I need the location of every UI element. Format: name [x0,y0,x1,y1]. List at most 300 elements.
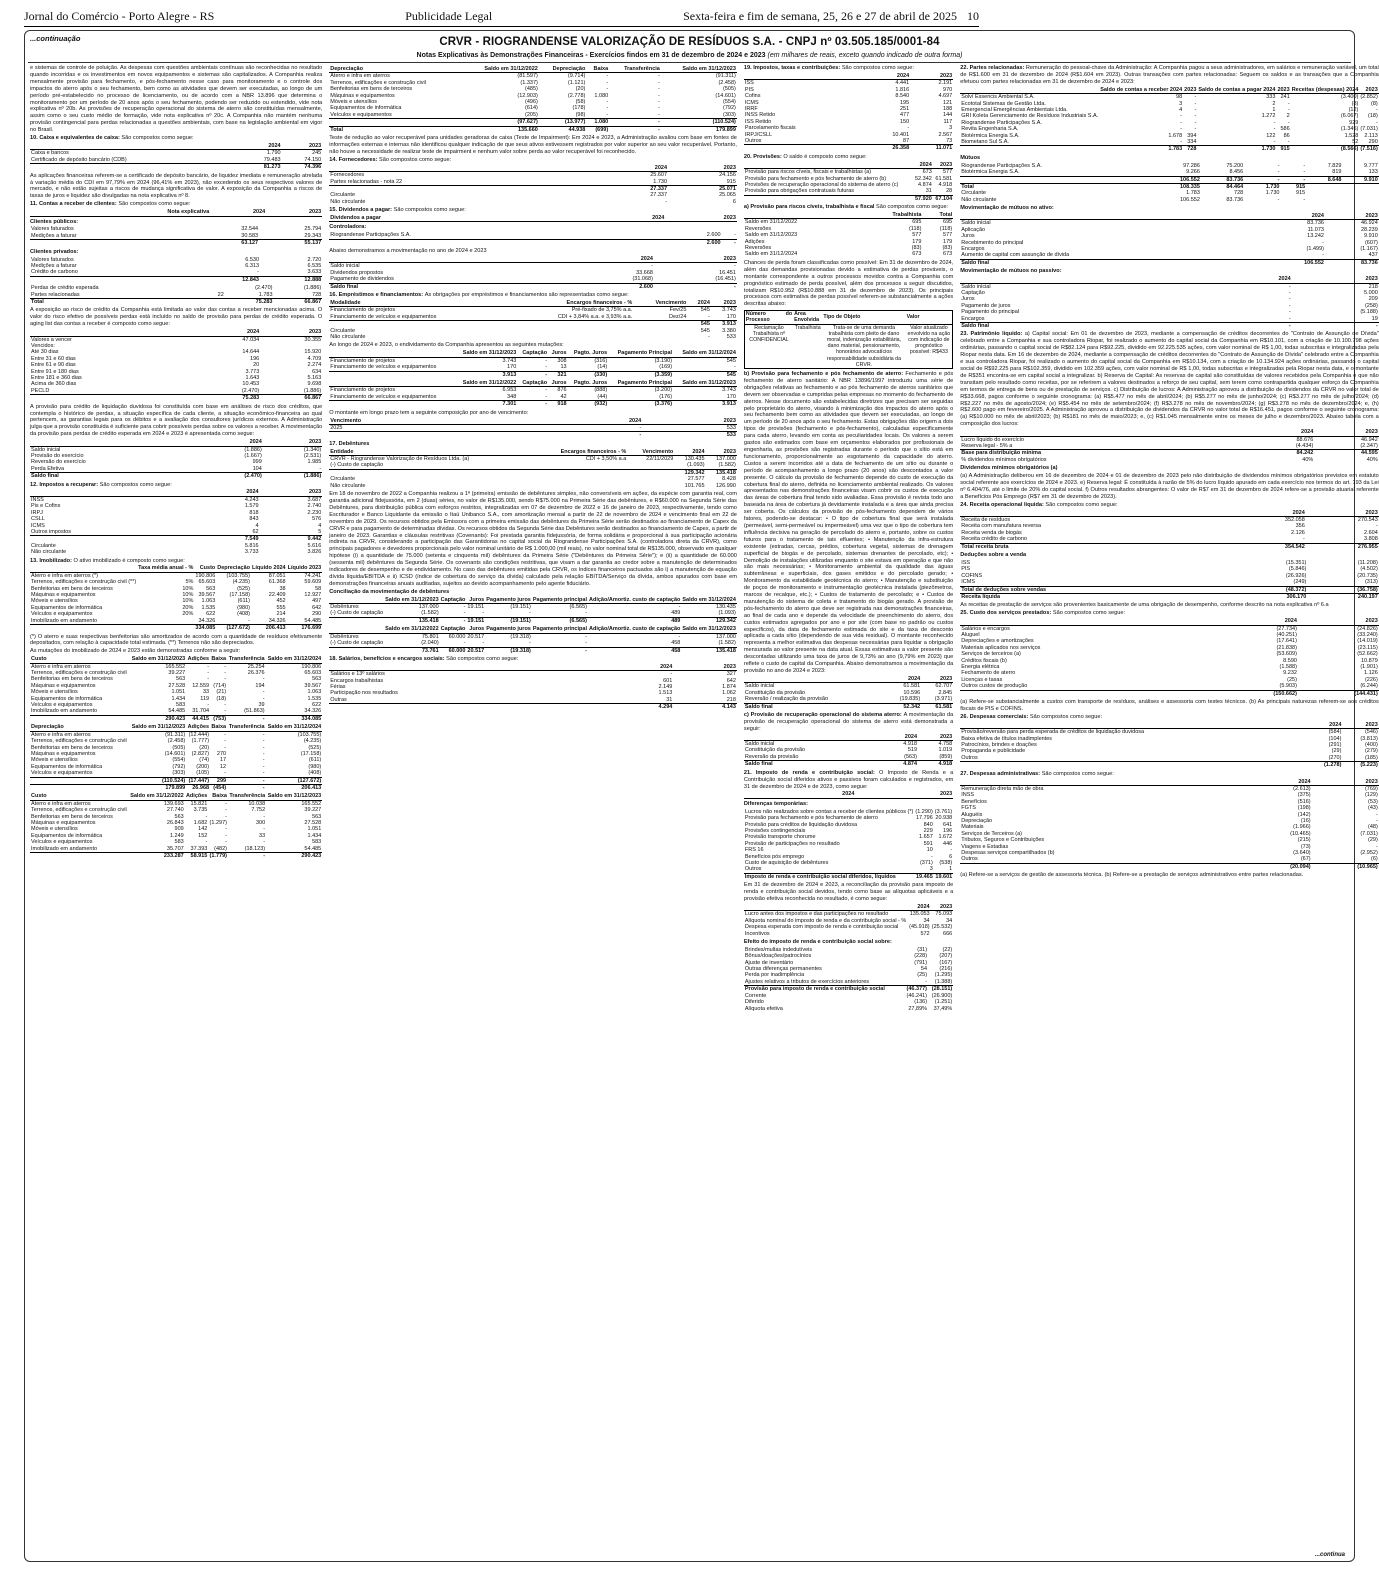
note-paragraph [960,65,1379,86]
table-cell: 62.707 [935,683,953,690]
financial-table [744,73,953,152]
table-cell: (110.524) [661,119,737,126]
table-cell: Lucros não realizados sobre contas a receber de clientes públicos (*) [744,808,914,815]
table-total-row [329,432,737,439]
table-cell: Materiais aplicados nos serviços [961,644,1041,651]
table-cell [960,762,1306,769]
table-row [30,233,322,240]
table-cell: Bônus/doações/patrocínios [744,953,812,960]
table-cell: 7.829 [1327,162,1342,169]
table-cell: 165.552 [301,800,322,807]
table-cell: 47.034 [242,336,260,343]
table-cell [329,119,463,126]
table-header-cell: Captação [440,596,466,603]
table-header-cell: 2023 [266,209,322,216]
table-row [329,364,737,371]
table-cell: 5.816 [244,542,259,549]
table-cell: Total [30,299,204,306]
financial-table [960,276,1379,329]
table-cell: 137.000 [418,604,439,611]
table-header-cell: 2024 [1233,510,1306,517]
table-header-cell: Saldo em 31/12/2024 [266,724,323,731]
table-row [329,483,737,489]
table-cell: (129) [1364,792,1378,799]
financial-table [30,656,322,722]
table-cell: 16.451 [719,269,736,276]
financial-table [30,565,322,631]
table-cell: Partes relacionadas - nota 22 [330,178,403,185]
table-cell [189,233,196,240]
note-text: Teste de redução ao valor recuperável para unidades geradoras de caixa (Teste de Impairment): Em 2024 e 2023, a Administração avaliou com base em fontes de informações externas e internas não identificou qualquer indicação de que seus ativos estivessem registrados por valor superior ao seu valor recuperável. Portanto, não houve a necessidade de realizar teste de impairment e nenhum valor sobre perda ao valor recuperável foi reconhecido. [329,135,737,155]
table-cell: (1.167) [1360,246,1378,253]
table-cell: 24.156 [719,172,736,179]
table-cell: Entre 61 e 90 dias [31,362,76,369]
table-cell: Partes relacionadas [31,291,80,298]
table-cell: INSS [961,792,975,799]
table-cell: - [224,663,227,670]
table-cell: - [224,731,227,738]
table-header-row [329,256,737,263]
table-cell: Veículos e equipamentos [31,770,93,777]
table-cell [137,572,194,579]
table-cell: 34 [923,917,930,924]
table-cell: 179.899 [661,126,737,133]
table-cell: - [1273,138,1276,145]
table-cell: Provisão para fechamento e pós fechamento de aterro (b) [744,175,887,182]
table-cell [329,617,384,624]
note-paragraph [30,558,322,565]
financial-table [30,329,322,401]
table-cell: (505) [172,744,186,751]
table-cell: Remuneração direta mão de obra [961,785,1044,792]
table-row [30,336,322,343]
table-cell: 31.704 [192,708,210,715]
table-cell: - [262,744,265,751]
table-cell: - [1375,523,1378,530]
table-cell: 130.435 [684,456,705,463]
table-cell: 563 [312,813,322,820]
table-cell: 22 [217,291,224,298]
table-cell: Caixa e bancos [31,150,69,157]
section-name: Publicidade Legal [405,9,493,23]
table-cell: Financiamento de projetos [330,387,396,394]
table-cell: 695 [943,219,953,226]
table-cell: 3.773 [245,368,260,375]
table-total-row [30,473,322,480]
table-cell: Dividendos propostos [330,269,384,276]
table-cell: (554) [723,99,736,106]
table-cell: 4 [255,522,259,529]
table-cell: Perda Efetiva [31,465,65,472]
table-cell: (25.532) [931,924,953,931]
table-header-cell: 2023 [711,300,737,307]
table-header-cell: Modalidade [329,300,507,307]
table-cell: 142 [198,826,208,833]
table-cell: 106.552 [1151,176,1201,183]
table-cell [30,276,191,283]
table-cell: (16) [1300,817,1311,824]
table-cell: - [1277,162,1280,169]
table-cell: Saldo inicial [330,263,360,270]
table-cell: 33.668 [636,269,653,276]
table-header-cell: 2024 [908,904,931,911]
table-cell: 74.150 [304,156,322,163]
table-cell: - [1273,119,1276,126]
table-header-cell: 2023 [1312,779,1379,786]
table-cell: 14.644 [242,349,260,356]
table-cell: (198) [1297,805,1311,812]
table-cell: (40.251) [1276,632,1297,638]
table-cell: 19.151 [467,617,485,624]
table-cell [960,690,1217,697]
table-cell [30,777,130,784]
financial-table [329,256,737,290]
table-cell: - [545,387,548,394]
table-cell: Recebimento do principal [961,239,1024,246]
table-cell: 545 [700,327,710,334]
table-cell: 31 [666,696,673,703]
table-cell: INSS [31,496,44,503]
table-row [30,663,322,670]
table-cell: PECLD [31,387,50,394]
table-cell: (1.582) [421,610,439,617]
table-cell [191,269,198,276]
table-cell: 1.051 [307,826,322,833]
table-cell: (18) [216,695,227,702]
table-cell [30,395,198,402]
table-cell: 3.913 [454,371,518,378]
table-total-row [30,299,322,306]
table-cell: 33 [259,832,266,839]
table-cell: Adições [744,238,765,245]
table-cell: (103.755) [226,572,250,579]
table-cell: (249) [1293,579,1307,586]
table-cell [30,625,137,632]
table-cell: 3.743 [722,307,736,314]
table-cell: (3.200) [654,387,673,394]
table-cell: (105) [196,770,210,777]
note-paragraph [744,204,953,211]
table-cell: 61.581 [935,175,953,182]
table-cell: 728 [1234,190,1244,197]
note-heading: 15. Dividendos a pagar: [329,207,394,214]
table-label: Controladora: [329,224,367,231]
table-row [744,683,953,690]
table-cell: 34.326 [304,708,322,715]
table-cell: 46.942 [1360,436,1378,443]
table-cell: Até 30 dias [31,349,59,356]
table-cell: (554) [172,757,186,764]
table-cell: Aterro e infra em aterros [31,663,91,670]
table-header-cell: 2024 [866,73,910,80]
table-cell: Debêntures [330,604,359,611]
financial-table [329,350,737,378]
table-cell [30,784,130,791]
table-header-cell: 2024 [1306,722,1342,729]
table-cell: (8) [1371,100,1378,107]
table-cell: 54.485 [168,708,186,715]
table-header-row [329,300,737,307]
table-row [329,112,737,119]
table-cell: - [654,283,737,290]
note-paragraph [744,770,953,791]
table-cell: - [1244,176,1280,183]
table-header-row [745,311,952,324]
table-cell: 334.085 [266,715,323,722]
table-cell: 458 [671,640,681,647]
table-cell: (1.345) [1340,126,1359,133]
table-cell: - [1288,296,1291,303]
table-cell: Benefícios pós emprego [744,853,805,860]
table-cell: 83.736 [1325,259,1379,266]
note-text: As mutações do imobilizado de 2024 e 2023 estão demonstradas conforme a seguir: [30,648,241,655]
table-header-cell [960,276,1228,283]
table-cell: 3 [929,866,933,873]
table-cell: 1.657 [919,834,933,841]
table-cell: 10.879 [1360,657,1378,664]
table-cell: 83.736 [1307,220,1324,227]
table-cell: (127.672) [216,625,251,632]
table-cell: FGTS [961,805,976,812]
table-cell: - [585,633,587,640]
table-cell: Biotérmica Energia S.A. [961,132,1020,139]
table-cell: (607) [1364,239,1378,246]
table-header-row [960,779,1379,786]
table-cell: 39.227 [304,807,322,814]
table-cell: 26.358 [866,145,910,152]
table-cell: Não circulante [961,196,997,203]
table-total-row [329,647,737,654]
table-cell: (11.208) [1357,559,1378,566]
table-row [745,324,952,368]
table-cell [329,371,453,378]
table-cell: Imobilizado em andamento [31,617,98,624]
table-cell: (279) [1364,748,1378,755]
table-cell: 144 [943,112,953,119]
table-cell: (36.758) [1307,586,1378,593]
table-cell: Circulante [330,476,356,483]
table-cell: (200) [196,763,210,770]
table-header-cell: Vencimento [627,449,674,456]
table-header-cell: 2023 [1359,87,1378,94]
note-text: São compostos como segue: [1045,501,1118,508]
table-cell: Despesas serviços compartilhados (b) [961,850,1055,856]
continues-label: ...continua [1315,1552,1345,1558]
table-cell: (7.031) [1360,830,1378,837]
note-paragraph [744,65,953,72]
table-total-row [960,586,1379,593]
table-cell: 1.126 [1364,670,1378,677]
table-cell: 179.899 [130,784,187,791]
table-cell: (19.151) [485,617,532,624]
table-cell: 37.393 [190,845,208,852]
table-cell: 37,49% [933,1005,953,1012]
table-row [744,251,953,257]
table-header-cell: 2023 [668,165,737,172]
table-cell: (3.971) [934,696,953,703]
table-cell: 12.559 [192,682,210,689]
table-cell: (5.223) [1342,762,1378,769]
table-cell: 245 [312,150,322,157]
note-text: (a) A Administração deliberou em 16 de dezembro de 2024 e 01 de dezembro de 2023 pelo não distribuição de dividendos mínimos obrigatórios previstos em estatuto social referente aos exercícios de 2024 e 2023. e) Reserva legal: É constituída à razão de 5% do lucro líquido apurado em cada exercício nos termos do art. 193 da Lei nº 6.404/76, até o limite de 20% do capital social. f) Outros resultados abrangentes: O valor de R$7 em 31 de dezembro de 2024 refere-se a provisão atuarial referente a Benefícios Pós Emprego (R$7 em 31 de dezembro de 2023). [960,473,1379,500]
table-cell: Circulante [330,327,356,334]
table-cell: - [1180,126,1183,133]
table-header-cell: 2024 [883,734,918,741]
table-header-cell: Total [922,212,953,219]
table-cell: 1.535 [307,695,322,702]
table-cell: - [440,617,467,624]
table-header-cell: Encargos financeiros - % [507,300,633,307]
note-paragraph [960,714,1379,721]
table-cell: - [517,401,548,408]
table-cell: 10.453 [242,381,260,388]
table-cell: 67.104 [933,195,953,202]
table-cell: Saldo inicial [744,683,775,690]
table-cell: 563 [312,676,322,683]
table-cell: (73) [1300,843,1311,850]
table-cell: 20 [253,362,260,369]
note-heading: b) Provisão para fechamento e pós fechamento de aterro: [743,371,906,378]
table-cell: Perdas de crédito esperada [31,285,99,292]
table-cell: (23.115) [1357,644,1378,651]
subtitle-text: Notas Explicativas às Demonstrações Financeiras - Exercícios findos em 31 de dezembro de 2024 e 2023 [416,52,766,59]
table-cell: Outras [330,696,347,703]
table-cell: 137.000 [716,456,736,463]
note-paragraph [744,712,953,733]
table-cell: (31) [917,946,928,953]
table-cell: 130.435 [716,604,736,611]
table-header-cell: Líquido 2024 [252,565,286,572]
financial-table [744,162,953,202]
table-cell: (3.359) [608,371,673,378]
table-cell: 918 [548,401,568,408]
table-cell [633,334,687,340]
table-cell: - [1287,138,1290,145]
table-cell: (538) [939,859,953,866]
table-cell: 2.740 [307,503,322,510]
table-cell: 876 [557,387,567,394]
table-cell: 5.616 [307,542,322,549]
table-cell: 3.380 [722,327,736,334]
note-paragraph [329,248,737,255]
table-cell: 25.607 [650,172,668,179]
table-cell: 106.552 [1180,196,1200,203]
table-cell: - [205,813,208,820]
table-cell: 176.699 [287,625,323,632]
table-cell: 1.080 [594,92,609,99]
note-text: Remuneração do pessoal-chave da Administração: A Companhia pagou a seus administradores, em salários e remuneração variável, um total de R$1.600 em 31 de dezembro de 2024 (R$1.604 em 2023). Outras transações com partes relacionadas: Seguem os saldos e as transações que a Companhia efetuou com partes relacionadas em 31 de dezembro de 2024 e 2023: [960,65,1379,85]
table-cell: 2 [1272,100,1276,107]
table-cell: (14.019) [1357,638,1378,645]
table-cell: Baixa efetiva de títulos inadimplentes [961,735,1053,742]
table-cell: - [678,604,681,611]
table-cell: Veículos e equipamentos [330,111,392,118]
table-cell: - [658,92,660,99]
table-cell [507,334,633,340]
table-cell [329,401,453,408]
table-cell: Imobilizado em andamento [31,845,98,852]
table-cell: (316) [594,357,608,364]
table-row [329,179,737,186]
table-cell: (2.852) [1360,94,1378,101]
table-cell: - [678,633,681,640]
table-cell: Máquinas e equipamentos [31,819,96,826]
table-header-cell: Adição/Amortiz. custo de captação [588,596,681,603]
table-cell: Saldo final [329,283,571,290]
note-heading: 25. Custo dos serviços prestados: [960,610,1053,617]
table-cell: 1.063 [201,598,216,605]
table-cell [30,164,241,171]
table-cell: 19.601 [935,873,953,880]
table-row [30,549,322,555]
table-row [744,931,953,937]
table-cell: Entre 31 e 60 dias [31,355,76,362]
note-text: (a) Refere-se a serviços de gestão de assessoria técnica. (b) Refere-se a prestação de serviços administrativos entre partes relacionadas. [960,872,1304,879]
table-cell: 1.730 [653,178,668,185]
table-cell: 196 [250,355,260,362]
table-cell: 1.434 [307,832,322,839]
table-row [30,292,322,299]
table-cell: Ajuste de inventário [744,959,794,966]
table-cell: 915 [1276,146,1290,153]
table-cell: Total [329,126,463,133]
table-cell: (169) [659,364,673,371]
table-cell: 22/11/2029 [646,456,674,463]
table-cell: Medições a faturar [31,232,77,239]
table-cell: - [1375,119,1378,126]
table-header-cell [30,143,241,150]
note-paragraph [329,157,737,164]
table-cell: 9.777 [1364,162,1378,169]
table-cell: 13.242 [1307,233,1324,240]
table-row [744,1006,953,1012]
table-cell: Reclamação Trabalhista nº CONFIDENCIAL [749,324,789,344]
table-cell: 642 [312,604,322,611]
table-cell [744,145,867,152]
table-cell: Salários e 13º salários [330,671,385,678]
table-cell: 555 [276,604,286,611]
table-cell: Móveis e utensílios [31,757,78,764]
table-total-row [329,371,737,378]
table-header-row [329,626,737,633]
table-header-cell [960,779,1244,786]
table-cell: 206.413 [251,625,287,632]
table-header-row [329,418,737,425]
note-paragraph [30,648,322,655]
table-cell: 15.920 [304,349,322,356]
table-cell: Saldo final [744,761,883,768]
table-cell: 276.955 [1306,543,1379,550]
table-header-cell: 2024 [599,165,668,172]
table-cell: (4.502) [1360,566,1378,573]
table-header-row [960,213,1379,220]
table-cell: 10.038 [248,800,266,807]
table-header-cell: Saldo de contas a pagar 2024 [1198,86,1276,93]
financial-table [329,597,737,625]
table-header-cell: Nota explicativa [38,209,210,216]
note-text: Em 31 de dezembro de 2024 e 2023, a reconciliação da provisão para imposto de renda e contribuição social devidos, tendo como base as alíquotas aplicáveis e a provisão efetiva reconhecida no resultado, é como segue: [743,882,954,903]
table-header-cell: 2024 [571,256,654,263]
table-cell: 446 [943,840,953,847]
table-cell: Provisão para fechamento e pós fechamento de aterro [744,815,878,822]
table-cell: Terrenos, edificações e construção civil [31,738,127,745]
table-cell: 33 [202,689,210,696]
table-cell: (17.641) [1276,638,1297,645]
table-cell: - [1375,106,1378,113]
table-cell: 642 [726,677,736,684]
table-header-row [329,449,737,456]
table-cell [960,176,1150,183]
